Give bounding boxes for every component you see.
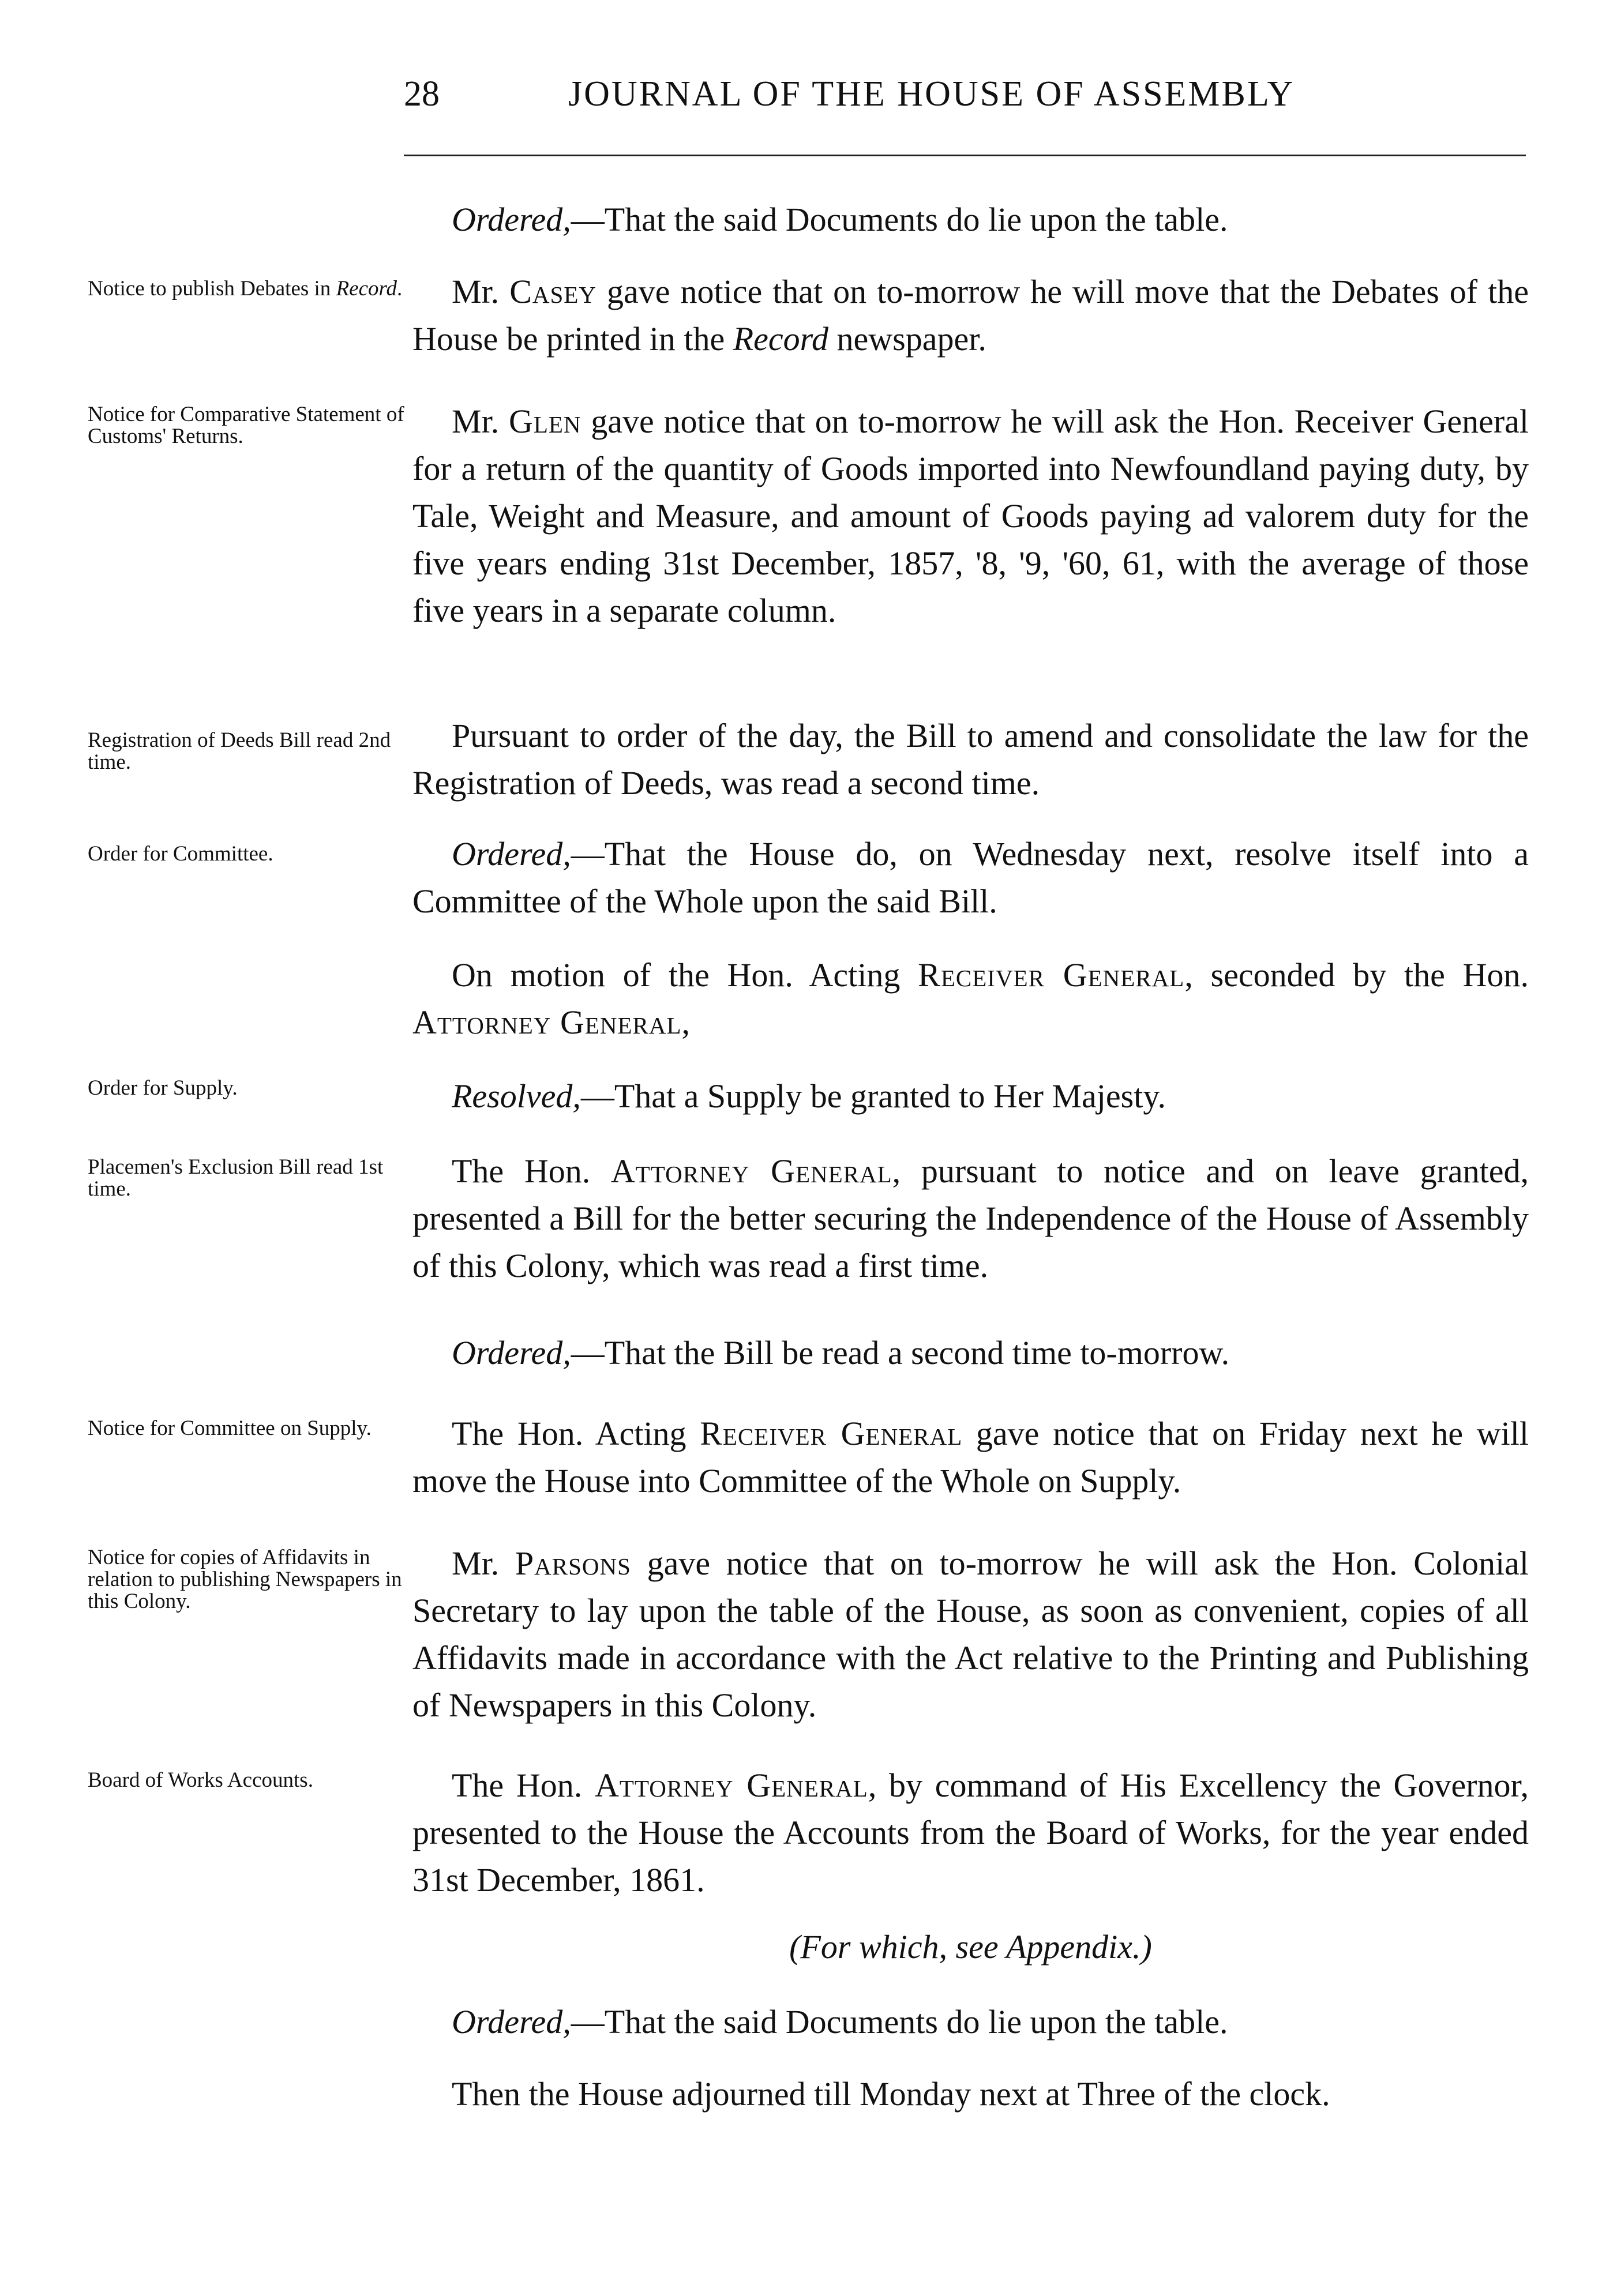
header-rule [404, 155, 1526, 156]
margin-note-registration-deeds: Registration of Deeds Bill read 2nd time. [88, 728, 391, 774]
paragraph-adjournment: Then the House adjourned till Monday next at Three of the clock. [452, 2075, 1330, 2113]
margin-note-board-of-works: Board of Works Accounts. [88, 1768, 313, 1792]
paragraph-ordered-documents-2: Ordered,—That the said Documents do lie upon the table. [452, 2003, 1228, 2041]
paragraph-registration-deeds: Pursuant to order of the day, the Bill to amend and consolidate the law for the Registration of Deeds, was read a second time. [412, 717, 1529, 802]
margin-note-debates: Notice to publish Debates in Record. [88, 277, 403, 300]
paragraph-ordered-second-reading: Ordered,—That the Bill be read a second time to-morrow. [452, 1334, 1230, 1371]
running-title: JOURNAL OF THE HOUSE OF ASSEMBLY [568, 74, 1295, 114]
margin-note-order-supply: Order for Supply. [88, 1076, 238, 1100]
paragraph-motion: On motion of the Hon. Acting Receiver General, seconded by the Hon. Attorney General, [412, 956, 1529, 1041]
paragraph-parsons-notice: Mr. Parsons gave notice that on to-morrow he will ask the Hon. Colonial Secretary to lay upon the table of the House, as soon as convenient, copies of all Affidavits made in accordance with the Act relative to the Printing and Publishing of Newspapers in this Colony. [412, 1545, 1529, 1724]
page-number: 28 [404, 74, 440, 114]
margin-note-placemens-bill: Placemen's Exclusion Bill read 1st time. [88, 1155, 384, 1201]
paragraph-ordered-committee: Ordered,—That the House do, on Wednesday next, resolve itself into a Committee of the Whole upon the said Bill. [412, 835, 1529, 920]
paragraph-glen-notice: Mr. Glen gave notice that on to-morrow he will ask the Hon. Receiver General for a return of the quantity of Goods imported into Newfoundland paying duty, by Tale, Weight and Measure, and amount of Goods paying ad valorem duty for the five years ending 31st December, 1857, '8, '9, '60, 61, with the average of those five years in a separate column. [412, 403, 1529, 629]
paragraph-casey-notice: Mr. Casey gave notice that on to-morrow he will move that the Debates of the House be printed in the Record newspaper. [412, 273, 1529, 358]
paragraph-receiver-general-notice: The Hon. Acting Receiver General gave notice that on Friday next he will move the House into Committee of the Whole on Supply. [412, 1415, 1529, 1500]
margin-note-committee-supply: Notice for Committee on Supply. [88, 1416, 372, 1440]
paragraph-ordered-documents: Ordered,—That the said Documents do lie upon the table. [452, 201, 1228, 238]
margin-note-customs-returns: Notice for Comparative Statement of Customs' Returns. [88, 403, 404, 448]
page-header [0, 74, 1617, 131]
margin-note-affidavits: Notice for copies of Affidavits in relation to publishing Newspapers in this Colony. [88, 1546, 402, 1613]
appendix-reference: (For which, see Appendix.) [789, 1928, 1152, 1966]
paragraph-resolved-supply: Resolved,—That a Supply be granted to Her Majesty. [452, 1077, 1166, 1115]
margin-note-order-committee: Order for Committee. [88, 842, 273, 866]
paragraph-attorney-bill: The Hon. Attorney General, pursuant to notice and on leave granted, presented a Bill for the better securing the Independence of the House of Assembly of this Colony, which was read a first time. [412, 1152, 1529, 1284]
paragraph-board-of-works: The Hon. Attorney General, by command of His Excellency the Governor, presented to the House the Accounts from the Board of Works, for the year ended 31st December, 1861. [412, 1767, 1529, 1899]
